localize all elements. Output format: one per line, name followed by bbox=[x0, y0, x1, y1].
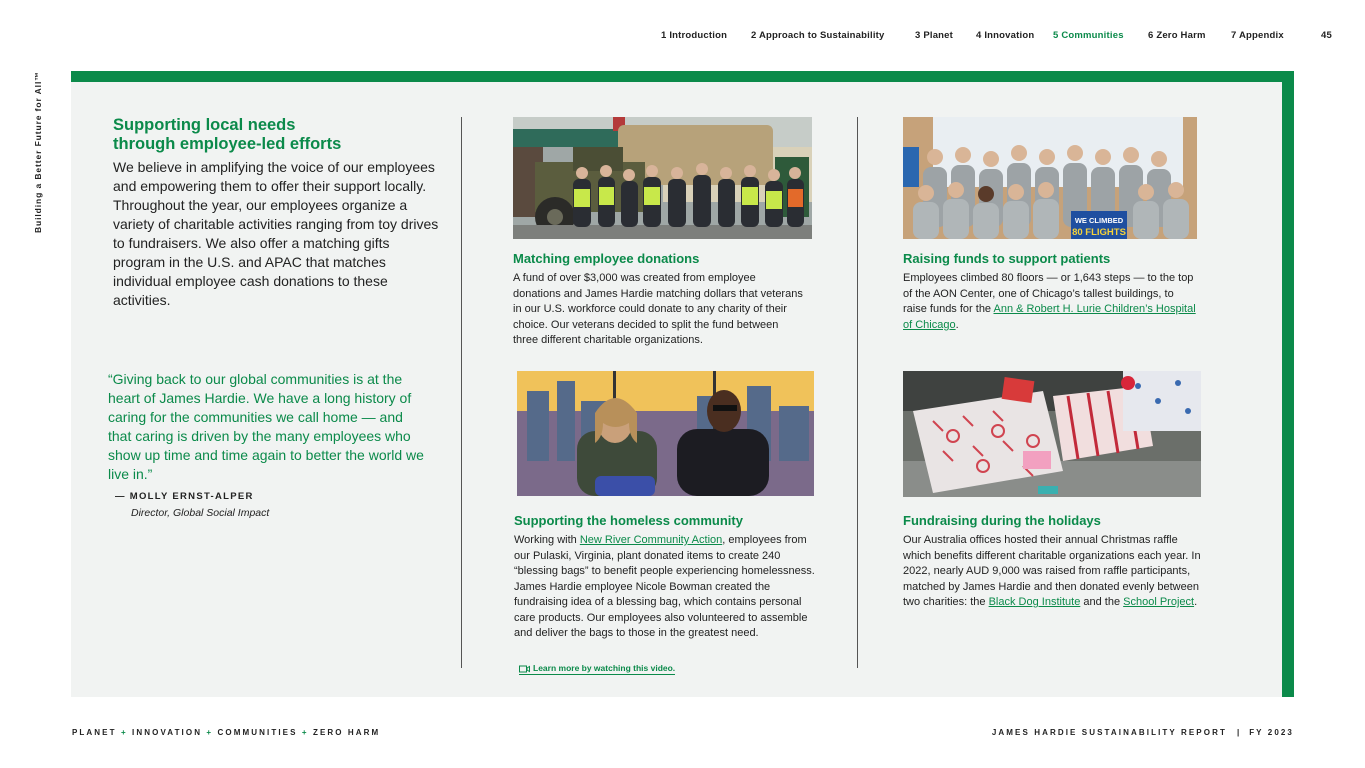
black-dog-institute-link[interactable]: Black Dog Institute bbox=[988, 596, 1081, 608]
nav-planet[interactable]: 3 Planet bbox=[915, 30, 954, 41]
banner-line2: 80 FLIGHTS bbox=[1072, 227, 1126, 238]
footer-innovation: INNOVATION bbox=[132, 728, 203, 737]
footer-separator: | bbox=[1236, 728, 1240, 737]
card-body-patients bbox=[903, 271, 1198, 333]
card-title-patients: Raising funds to support patients bbox=[903, 251, 1111, 266]
nav-zero-harm[interactable]: 6 Zero Harm bbox=[1148, 30, 1206, 41]
watch-video-label: Learn more by watching this video. bbox=[533, 663, 676, 673]
section-heading-line2: through employee-led efforts bbox=[113, 135, 342, 153]
column-divider-right bbox=[857, 117, 858, 668]
pull-quote: “Giving back to our global communities is at the heart of James Hardie. We have a long history of caring for the communities we call home — and that caring is driven by the many employees who show up time and time again to better the world we live in.” bbox=[108, 371, 424, 482]
holidays-text: Our Australia offices hosted their annual Christmas raffle which benefits different charitable organizations each year. In 2022, nearly AUD 9,000 was raised from raffle participants, matched by James Hardie and then donated evenly between two charities: the bbox=[903, 534, 1201, 608]
column-divider-left bbox=[461, 117, 462, 668]
school-project-link[interactable]: School Project bbox=[1123, 596, 1195, 608]
footer-report-name: JAMES HARDIE SUSTAINABILITY REPORT bbox=[991, 728, 1227, 737]
quote-author: — MOLLY ERNST-ALPER bbox=[115, 491, 254, 502]
new-river-link[interactable]: New River Community Action bbox=[579, 534, 723, 546]
nav-appendix[interactable]: 7 Appendix bbox=[1231, 30, 1284, 41]
patients-text: Employees climbed 80 floors — or 1,643 steps — to the top of the AON Center, one of Chicago’s tallest buildings, to raise funds for the bbox=[903, 272, 1194, 315]
footer-plus: + bbox=[206, 728, 214, 737]
section-heading bbox=[113, 116, 433, 154]
section-intro: We believe in amplifying the voice of our employees and empowering them to offer their support locally. Throughout the year, our employees organize a variety of charitable activities ranging from toy drives to fundraisers. We also offer a matching gifts program in the U.S. and APAC that matches individual employee cash donations to these activities. bbox=[113, 159, 439, 308]
card-body-donations: A fund of over $3,000 was created from employee donations and James Hardie matching dollars that veterans in our U.S. workforce could donate to any charity of their choice. Our veterans decided to split the fund between three different charitable organizations. bbox=[513, 272, 803, 346]
page-number: 45 bbox=[1321, 30, 1332, 41]
footer-communities: COMMUNITIES bbox=[217, 728, 298, 737]
banner-line1: WE CLIMBED bbox=[1074, 216, 1124, 225]
footer-plus: + bbox=[120, 728, 128, 737]
footer-zero-harm: ZERO HARM bbox=[312, 728, 381, 737]
card-title-homeless: Supporting the homeless community bbox=[514, 513, 743, 528]
card-title-donations: Matching employee donations bbox=[513, 251, 700, 266]
nav-communities[interactable]: 5 Communities bbox=[1053, 30, 1124, 41]
stair-climb-photo bbox=[903, 117, 1197, 239]
footer-report-title bbox=[992, 728, 1294, 737]
quote-author-role: Director, Global Social Impact bbox=[131, 507, 270, 519]
footer-planet: PLANET bbox=[72, 728, 117, 737]
nav-introduction[interactable]: 1 Introduction bbox=[661, 30, 728, 41]
veterans-photo bbox=[513, 117, 812, 239]
side-tagline: Building a Better Future for All™ bbox=[33, 71, 43, 233]
card-title-holidays: Fundraising during the holidays bbox=[903, 513, 1101, 528]
holidays-text-end: . bbox=[1194, 596, 1198, 608]
patients-text-end: . bbox=[955, 318, 959, 331]
lurie-hospital-link[interactable]: Ann & Robert H. Lurie Children’s Hospital of Chicago bbox=[903, 303, 1196, 331]
nav-innovation[interactable]: 4 Innovation bbox=[976, 30, 1035, 41]
watch-video-link[interactable] bbox=[519, 663, 675, 675]
homeless-text: Working with bbox=[514, 534, 580, 546]
holidays-text-mid: and the bbox=[1080, 596, 1124, 608]
footer-fiscal-year: FY 2023 bbox=[1249, 728, 1294, 737]
green-frame-top bbox=[71, 71, 1294, 82]
video-camera-icon bbox=[519, 665, 530, 673]
nav-approach-to-sustainability[interactable]: 2 Approach to Sustainability bbox=[751, 30, 885, 41]
card-body-homeless bbox=[514, 533, 819, 642]
tv-interview-photo bbox=[517, 371, 814, 496]
footer-plus: + bbox=[301, 728, 309, 737]
section-heading-line1: Supporting local needs bbox=[113, 116, 296, 134]
footer-pillars bbox=[72, 728, 380, 737]
card-body-holidays bbox=[903, 533, 1201, 611]
homeless-text-end: , employees from our Pulaski, Virginia, plant donated items to create 240 “blessing bags” to benefit people experiencing homelessness. James Hardie employee Nicole Bowman created the fundraising idea of a blessing bag, which contains personal care products. Our employees also volunteered to assemble and deliver the bags to those in the greatest need. bbox=[514, 534, 815, 639]
green-frame-right bbox=[1282, 71, 1294, 697]
holiday-gifts-photo bbox=[903, 371, 1201, 497]
top-navigation bbox=[650, 30, 1340, 44]
